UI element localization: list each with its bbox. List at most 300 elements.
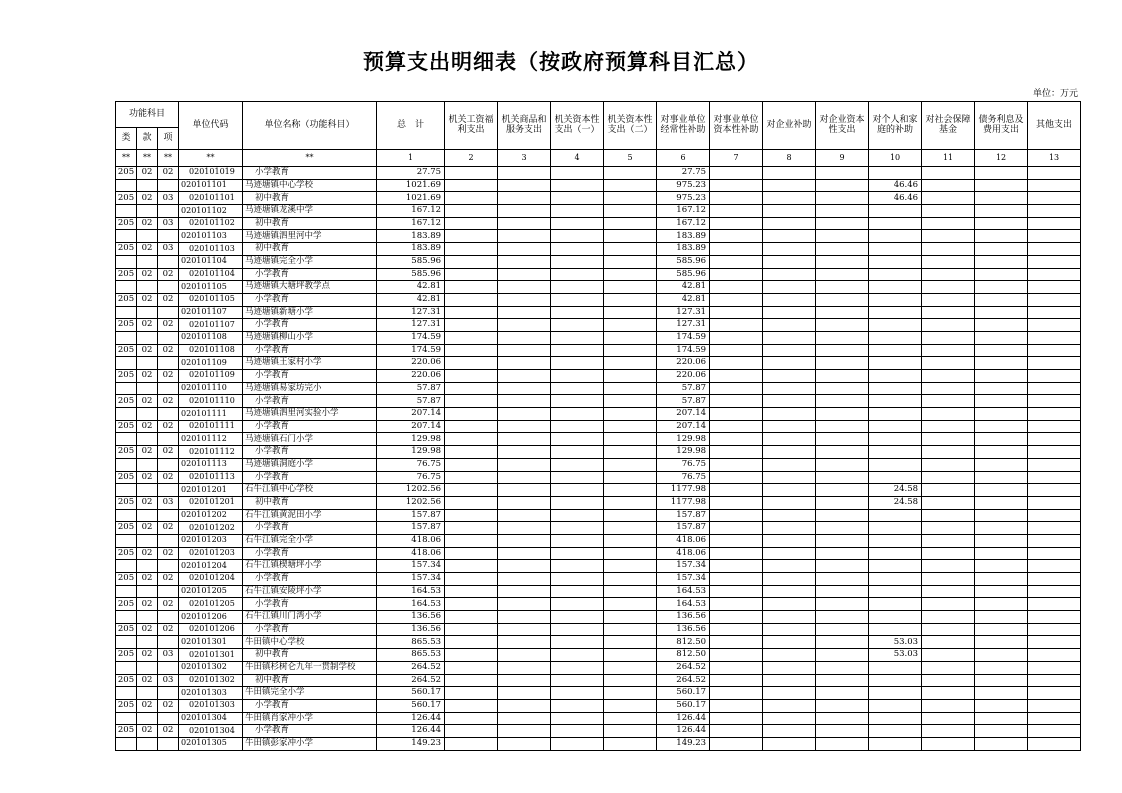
cell-unit-code: 020101111 xyxy=(179,420,243,433)
cell-col-7 xyxy=(763,636,816,649)
cell-col-4 xyxy=(604,217,657,230)
cell-col-4 xyxy=(604,611,657,624)
cell-col-1 xyxy=(445,509,498,522)
cell-col-1 xyxy=(445,344,498,357)
cell-col-3 xyxy=(551,471,604,484)
cell-col-8 xyxy=(816,255,869,268)
cell-lei xyxy=(116,230,137,243)
table-body xyxy=(116,167,1081,751)
cell-lei xyxy=(116,205,137,218)
cell-col-6 xyxy=(710,534,763,547)
cell-col-9 xyxy=(869,446,922,459)
cell-unit-code: 020101104 xyxy=(179,268,243,281)
cell-col-10 xyxy=(922,598,975,611)
cell-col-3 xyxy=(551,737,604,750)
table-row xyxy=(116,699,1081,712)
cell-unit-code: 020101206 xyxy=(179,611,243,624)
cell-col-9: 46.46 xyxy=(869,179,922,192)
cell-col-5: 164.53 xyxy=(657,585,710,598)
cell-col-9 xyxy=(869,674,922,687)
cell-col-12 xyxy=(1028,509,1081,522)
cell-col-2 xyxy=(498,623,551,636)
cell-col-4 xyxy=(604,687,657,700)
cell-xiang: 02 xyxy=(158,268,179,281)
cell-xiang xyxy=(158,509,179,522)
cell-kuan: 02 xyxy=(137,674,158,687)
table-row xyxy=(116,737,1081,750)
cell-col-4 xyxy=(604,522,657,535)
cell-col-4 xyxy=(604,331,657,344)
cell-lei: 205 xyxy=(116,725,137,738)
cell-xiang xyxy=(158,331,179,344)
cell-col-11 xyxy=(975,433,1028,446)
table-row xyxy=(116,382,1081,395)
header-col-3: 机关资本性支出（一） xyxy=(551,102,604,150)
cell-col-12 xyxy=(1028,446,1081,459)
cell-col-7 xyxy=(763,281,816,294)
cell-col-6 xyxy=(710,281,763,294)
table-row xyxy=(116,319,1081,332)
cell-kuan: 02 xyxy=(137,573,158,586)
cell-col-6 xyxy=(710,230,763,243)
table-row xyxy=(116,370,1081,383)
cell-col-12 xyxy=(1028,255,1081,268)
cell-col-9 xyxy=(869,370,922,383)
cell-col-11 xyxy=(975,446,1028,459)
table-row xyxy=(116,547,1081,560)
cell-total: 220.06 xyxy=(377,357,445,370)
cell-col-10 xyxy=(922,674,975,687)
cell-unit-name: 小学教育 xyxy=(243,725,377,738)
cell-col-8 xyxy=(816,484,869,497)
cell-col-10 xyxy=(922,205,975,218)
cell-col-2 xyxy=(498,293,551,306)
cell-col-6 xyxy=(710,725,763,738)
cell-col-12 xyxy=(1028,217,1081,230)
cell-col-11 xyxy=(975,484,1028,497)
cell-col-8 xyxy=(816,661,869,674)
cell-col-11 xyxy=(975,331,1028,344)
cell-col-3 xyxy=(551,167,604,180)
cell-col-11 xyxy=(975,344,1028,357)
cell-col-4 xyxy=(604,370,657,383)
cell-col-1 xyxy=(445,636,498,649)
cell-xiang: 03 xyxy=(158,674,179,687)
cell-col-9: 46.46 xyxy=(869,192,922,205)
cell-col-12 xyxy=(1028,167,1081,180)
cell-col-6 xyxy=(710,687,763,700)
cell-xiang: 02 xyxy=(158,598,179,611)
cell-col-5: 585.96 xyxy=(657,255,710,268)
cell-kuan xyxy=(137,458,158,471)
cell-col-3 xyxy=(551,281,604,294)
cell-col-10 xyxy=(922,471,975,484)
cell-col-10 xyxy=(922,585,975,598)
cell-col-6 xyxy=(710,306,763,319)
cell-col-2 xyxy=(498,357,551,370)
cell-lei xyxy=(116,382,137,395)
cell-col-7 xyxy=(763,268,816,281)
cell-col-4 xyxy=(604,649,657,662)
cell-col-5: 57.87 xyxy=(657,382,710,395)
cell-unit-name: 石牛江镇完全小学 xyxy=(243,534,377,547)
cell-unit-code: 020101105 xyxy=(179,281,243,294)
cell-col-8 xyxy=(816,573,869,586)
cell-col-5: 220.06 xyxy=(657,357,710,370)
table-header xyxy=(116,102,1081,167)
cell-lei xyxy=(116,408,137,421)
cell-xiang xyxy=(158,306,179,319)
cell-col-11 xyxy=(975,167,1028,180)
cell-col-7 xyxy=(763,611,816,624)
cell-col-2 xyxy=(498,585,551,598)
cell-lei xyxy=(116,534,137,547)
header-index-cell: ** xyxy=(179,150,243,167)
cell-col-10 xyxy=(922,484,975,497)
cell-col-5: 157.87 xyxy=(657,509,710,522)
cell-col-5: 183.89 xyxy=(657,230,710,243)
table-row xyxy=(116,243,1081,256)
cell-col-2 xyxy=(498,509,551,522)
cell-col-2 xyxy=(498,446,551,459)
cell-lei xyxy=(116,509,137,522)
cell-col-3 xyxy=(551,484,604,497)
header-index-cell: ** xyxy=(243,150,377,167)
cell-col-2 xyxy=(498,344,551,357)
cell-col-5: 157.34 xyxy=(657,573,710,586)
cell-col-8 xyxy=(816,382,869,395)
cell-col-9 xyxy=(869,230,922,243)
cell-unit-name: 小学教育 xyxy=(243,573,377,586)
cell-col-5: 127.31 xyxy=(657,319,710,332)
cell-col-11 xyxy=(975,319,1028,332)
cell-col-6 xyxy=(710,484,763,497)
cell-col-8 xyxy=(816,446,869,459)
cell-unit-code: 020101301 xyxy=(179,636,243,649)
cell-lei: 205 xyxy=(116,344,137,357)
cell-col-5: 136.56 xyxy=(657,623,710,636)
cell-col-4 xyxy=(604,496,657,509)
cell-lei: 205 xyxy=(116,623,137,636)
cell-col-7 xyxy=(763,699,816,712)
cell-total: 1021.69 xyxy=(377,179,445,192)
cell-col-4 xyxy=(604,319,657,332)
cell-total: 183.89 xyxy=(377,243,445,256)
cell-col-11 xyxy=(975,737,1028,750)
cell-col-12 xyxy=(1028,699,1081,712)
cell-col-2 xyxy=(498,484,551,497)
cell-col-3 xyxy=(551,217,604,230)
cell-unit-code: 020101202 xyxy=(179,522,243,535)
cell-kuan xyxy=(137,255,158,268)
cell-col-12 xyxy=(1028,611,1081,624)
cell-col-9 xyxy=(869,661,922,674)
cell-col-5: 27.75 xyxy=(657,167,710,180)
header-col-8: 对企业资本性支出 xyxy=(816,102,869,150)
cell-xiang xyxy=(158,636,179,649)
cell-xiang: 03 xyxy=(158,649,179,662)
cell-total: 157.87 xyxy=(377,509,445,522)
cell-col-5: 57.87 xyxy=(657,395,710,408)
cell-col-9 xyxy=(869,281,922,294)
cell-unit-code: 020101103 xyxy=(179,243,243,256)
cell-col-7 xyxy=(763,737,816,750)
cell-col-11 xyxy=(975,420,1028,433)
cell-lei xyxy=(116,306,137,319)
cell-unit-code: 020101109 xyxy=(179,370,243,383)
cell-col-6 xyxy=(710,268,763,281)
cell-col-3 xyxy=(551,382,604,395)
cell-col-7 xyxy=(763,649,816,662)
table-row xyxy=(116,496,1081,509)
cell-col-2 xyxy=(498,255,551,268)
header-col-2: 机关商品和服务支出 xyxy=(498,102,551,150)
cell-col-2 xyxy=(498,661,551,674)
cell-col-11 xyxy=(975,712,1028,725)
cell-col-6 xyxy=(710,382,763,395)
cell-col-7 xyxy=(763,192,816,205)
cell-col-1 xyxy=(445,661,498,674)
cell-col-7 xyxy=(763,408,816,421)
cell-col-12 xyxy=(1028,230,1081,243)
cell-col-7 xyxy=(763,344,816,357)
cell-unit-code: 020101104 xyxy=(179,255,243,268)
cell-unit-name: 牛田镇中心学校 xyxy=(243,636,377,649)
cell-xiang: 02 xyxy=(158,167,179,180)
cell-col-5: 157.34 xyxy=(657,560,710,573)
cell-col-1 xyxy=(445,712,498,725)
cell-col-12 xyxy=(1028,331,1081,344)
cell-col-11 xyxy=(975,611,1028,624)
cell-xiang: 02 xyxy=(158,446,179,459)
cell-col-3 xyxy=(551,230,604,243)
header-col-9: 对个人和家庭的补助 xyxy=(869,102,922,150)
cell-kuan: 02 xyxy=(137,522,158,535)
cell-total: 127.31 xyxy=(377,306,445,319)
cell-total: 174.59 xyxy=(377,331,445,344)
header-col-6: 对事业单位资本性补助 xyxy=(710,102,763,150)
cell-total: 418.06 xyxy=(377,547,445,560)
cell-col-4 xyxy=(604,573,657,586)
cell-col-2 xyxy=(498,496,551,509)
cell-col-5: 136.56 xyxy=(657,611,710,624)
cell-col-8 xyxy=(816,420,869,433)
cell-col-6 xyxy=(710,217,763,230)
cell-lei: 205 xyxy=(116,446,137,459)
cell-col-7 xyxy=(763,623,816,636)
cell-col-1 xyxy=(445,471,498,484)
cell-col-6 xyxy=(710,661,763,674)
table-row xyxy=(116,281,1081,294)
cell-total: 264.52 xyxy=(377,674,445,687)
cell-kuan: 02 xyxy=(137,370,158,383)
cell-total: 149.23 xyxy=(377,737,445,750)
cell-col-5: 207.14 xyxy=(657,420,710,433)
cell-col-12 xyxy=(1028,573,1081,586)
cell-col-2 xyxy=(498,382,551,395)
cell-total: 129.98 xyxy=(377,433,445,446)
cell-col-5: 812.50 xyxy=(657,649,710,662)
cell-col-4 xyxy=(604,484,657,497)
cell-col-4 xyxy=(604,357,657,370)
cell-col-6 xyxy=(710,420,763,433)
cell-col-3 xyxy=(551,370,604,383)
cell-col-5: 264.52 xyxy=(657,661,710,674)
cell-unit-code: 020101201 xyxy=(179,496,243,509)
cell-col-6 xyxy=(710,674,763,687)
cell-col-5: 129.98 xyxy=(657,433,710,446)
cell-lei xyxy=(116,331,137,344)
cell-col-11 xyxy=(975,687,1028,700)
cell-col-10 xyxy=(922,636,975,649)
cell-col-7 xyxy=(763,560,816,573)
cell-col-7 xyxy=(763,319,816,332)
cell-unit-name: 小学教育 xyxy=(243,547,377,560)
cell-col-4 xyxy=(604,560,657,573)
cell-total: 76.75 xyxy=(377,458,445,471)
cell-col-11 xyxy=(975,230,1028,243)
cell-col-6 xyxy=(710,585,763,598)
cell-col-2 xyxy=(498,471,551,484)
cell-unit-name: 牛田镇杉树仑九年一贯制学校 xyxy=(243,661,377,674)
cell-col-9 xyxy=(869,357,922,370)
cell-col-6 xyxy=(710,649,763,662)
header-index-cell: 4 xyxy=(551,150,604,167)
cell-col-11 xyxy=(975,547,1028,560)
table-row xyxy=(116,598,1081,611)
cell-col-6 xyxy=(710,611,763,624)
cell-xiang xyxy=(158,712,179,725)
cell-lei: 205 xyxy=(116,699,137,712)
cell-col-12 xyxy=(1028,661,1081,674)
cell-unit-name: 马迹塘镇新塘小学 xyxy=(243,306,377,319)
cell-col-9 xyxy=(869,471,922,484)
cell-col-4 xyxy=(604,255,657,268)
cell-kuan: 02 xyxy=(137,293,158,306)
cell-col-12 xyxy=(1028,522,1081,535)
cell-col-3 xyxy=(551,649,604,662)
header-index-cell: ** xyxy=(137,150,158,167)
cell-col-7 xyxy=(763,293,816,306)
cell-col-1 xyxy=(445,230,498,243)
cell-total: 129.98 xyxy=(377,446,445,459)
cell-col-8 xyxy=(816,598,869,611)
cell-col-3 xyxy=(551,255,604,268)
cell-col-7 xyxy=(763,382,816,395)
cell-col-12 xyxy=(1028,319,1081,332)
cell-col-11 xyxy=(975,243,1028,256)
cell-kuan: 02 xyxy=(137,420,158,433)
cell-col-5: 418.06 xyxy=(657,547,710,560)
cell-col-2 xyxy=(498,636,551,649)
cell-col-10 xyxy=(922,293,975,306)
cell-unit-name: 初中教育 xyxy=(243,649,377,662)
cell-col-10 xyxy=(922,179,975,192)
cell-col-3 xyxy=(551,395,604,408)
cell-unit-name: 小学教育 xyxy=(243,167,377,180)
cell-col-5: 418.06 xyxy=(657,534,710,547)
cell-col-11 xyxy=(975,522,1028,535)
cell-col-3 xyxy=(551,674,604,687)
cell-col-10 xyxy=(922,382,975,395)
cell-col-12 xyxy=(1028,344,1081,357)
cell-col-8 xyxy=(816,611,869,624)
cell-col-7 xyxy=(763,522,816,535)
cell-xiang: 03 xyxy=(158,496,179,509)
cell-unit-name: 石牛江镇安陵坪小学 xyxy=(243,585,377,598)
cell-col-1 xyxy=(445,192,498,205)
cell-col-5: 149.23 xyxy=(657,737,710,750)
cell-col-2 xyxy=(498,319,551,332)
cell-col-1 xyxy=(445,205,498,218)
cell-col-6 xyxy=(710,255,763,268)
cell-col-2 xyxy=(498,458,551,471)
cell-col-12 xyxy=(1028,585,1081,598)
header-index-cell: 7 xyxy=(710,150,763,167)
cell-col-11 xyxy=(975,623,1028,636)
cell-col-3 xyxy=(551,598,604,611)
cell-unit-name: 小学教育 xyxy=(243,268,377,281)
cell-xiang xyxy=(158,687,179,700)
cell-col-5: 126.44 xyxy=(657,712,710,725)
cell-xiang xyxy=(158,560,179,573)
cell-lei: 205 xyxy=(116,649,137,662)
cell-col-12 xyxy=(1028,674,1081,687)
cell-col-5: 126.44 xyxy=(657,725,710,738)
cell-lei: 205 xyxy=(116,192,137,205)
cell-col-6 xyxy=(710,408,763,421)
cell-col-10 xyxy=(922,243,975,256)
cell-kuan: 02 xyxy=(137,167,158,180)
cell-col-8 xyxy=(816,243,869,256)
cell-col-12 xyxy=(1028,649,1081,662)
cell-col-5: 174.59 xyxy=(657,331,710,344)
cell-col-5: 164.53 xyxy=(657,598,710,611)
table-row xyxy=(116,331,1081,344)
header-total: 总 计 xyxy=(377,102,445,150)
cell-col-2 xyxy=(498,230,551,243)
header-index-cell: 10 xyxy=(869,150,922,167)
cell-col-3 xyxy=(551,509,604,522)
cell-unit-name: 马迹塘镇泗里河实验小学 xyxy=(243,408,377,421)
cell-col-8 xyxy=(816,687,869,700)
cell-col-10 xyxy=(922,687,975,700)
cell-col-6 xyxy=(710,179,763,192)
cell-xiang xyxy=(158,737,179,750)
cell-col-10 xyxy=(922,230,975,243)
cell-col-3 xyxy=(551,725,604,738)
cell-col-8 xyxy=(816,408,869,421)
cell-col-9 xyxy=(869,395,922,408)
cell-total: 57.87 xyxy=(377,395,445,408)
cell-col-11 xyxy=(975,649,1028,662)
table-row xyxy=(116,687,1081,700)
cell-col-2 xyxy=(498,281,551,294)
cell-col-1 xyxy=(445,649,498,662)
cell-col-9 xyxy=(869,268,922,281)
cell-col-8 xyxy=(816,585,869,598)
cell-unit-name: 马迹塘镇石门小学 xyxy=(243,433,377,446)
cell-col-9 xyxy=(869,598,922,611)
cell-col-1 xyxy=(445,458,498,471)
cell-col-2 xyxy=(498,534,551,547)
cell-col-10 xyxy=(922,458,975,471)
cell-total: 264.52 xyxy=(377,661,445,674)
cell-col-4 xyxy=(604,344,657,357)
cell-col-10 xyxy=(922,446,975,459)
cell-total: 136.56 xyxy=(377,611,445,624)
cell-unit-name: 小学教育 xyxy=(243,522,377,535)
